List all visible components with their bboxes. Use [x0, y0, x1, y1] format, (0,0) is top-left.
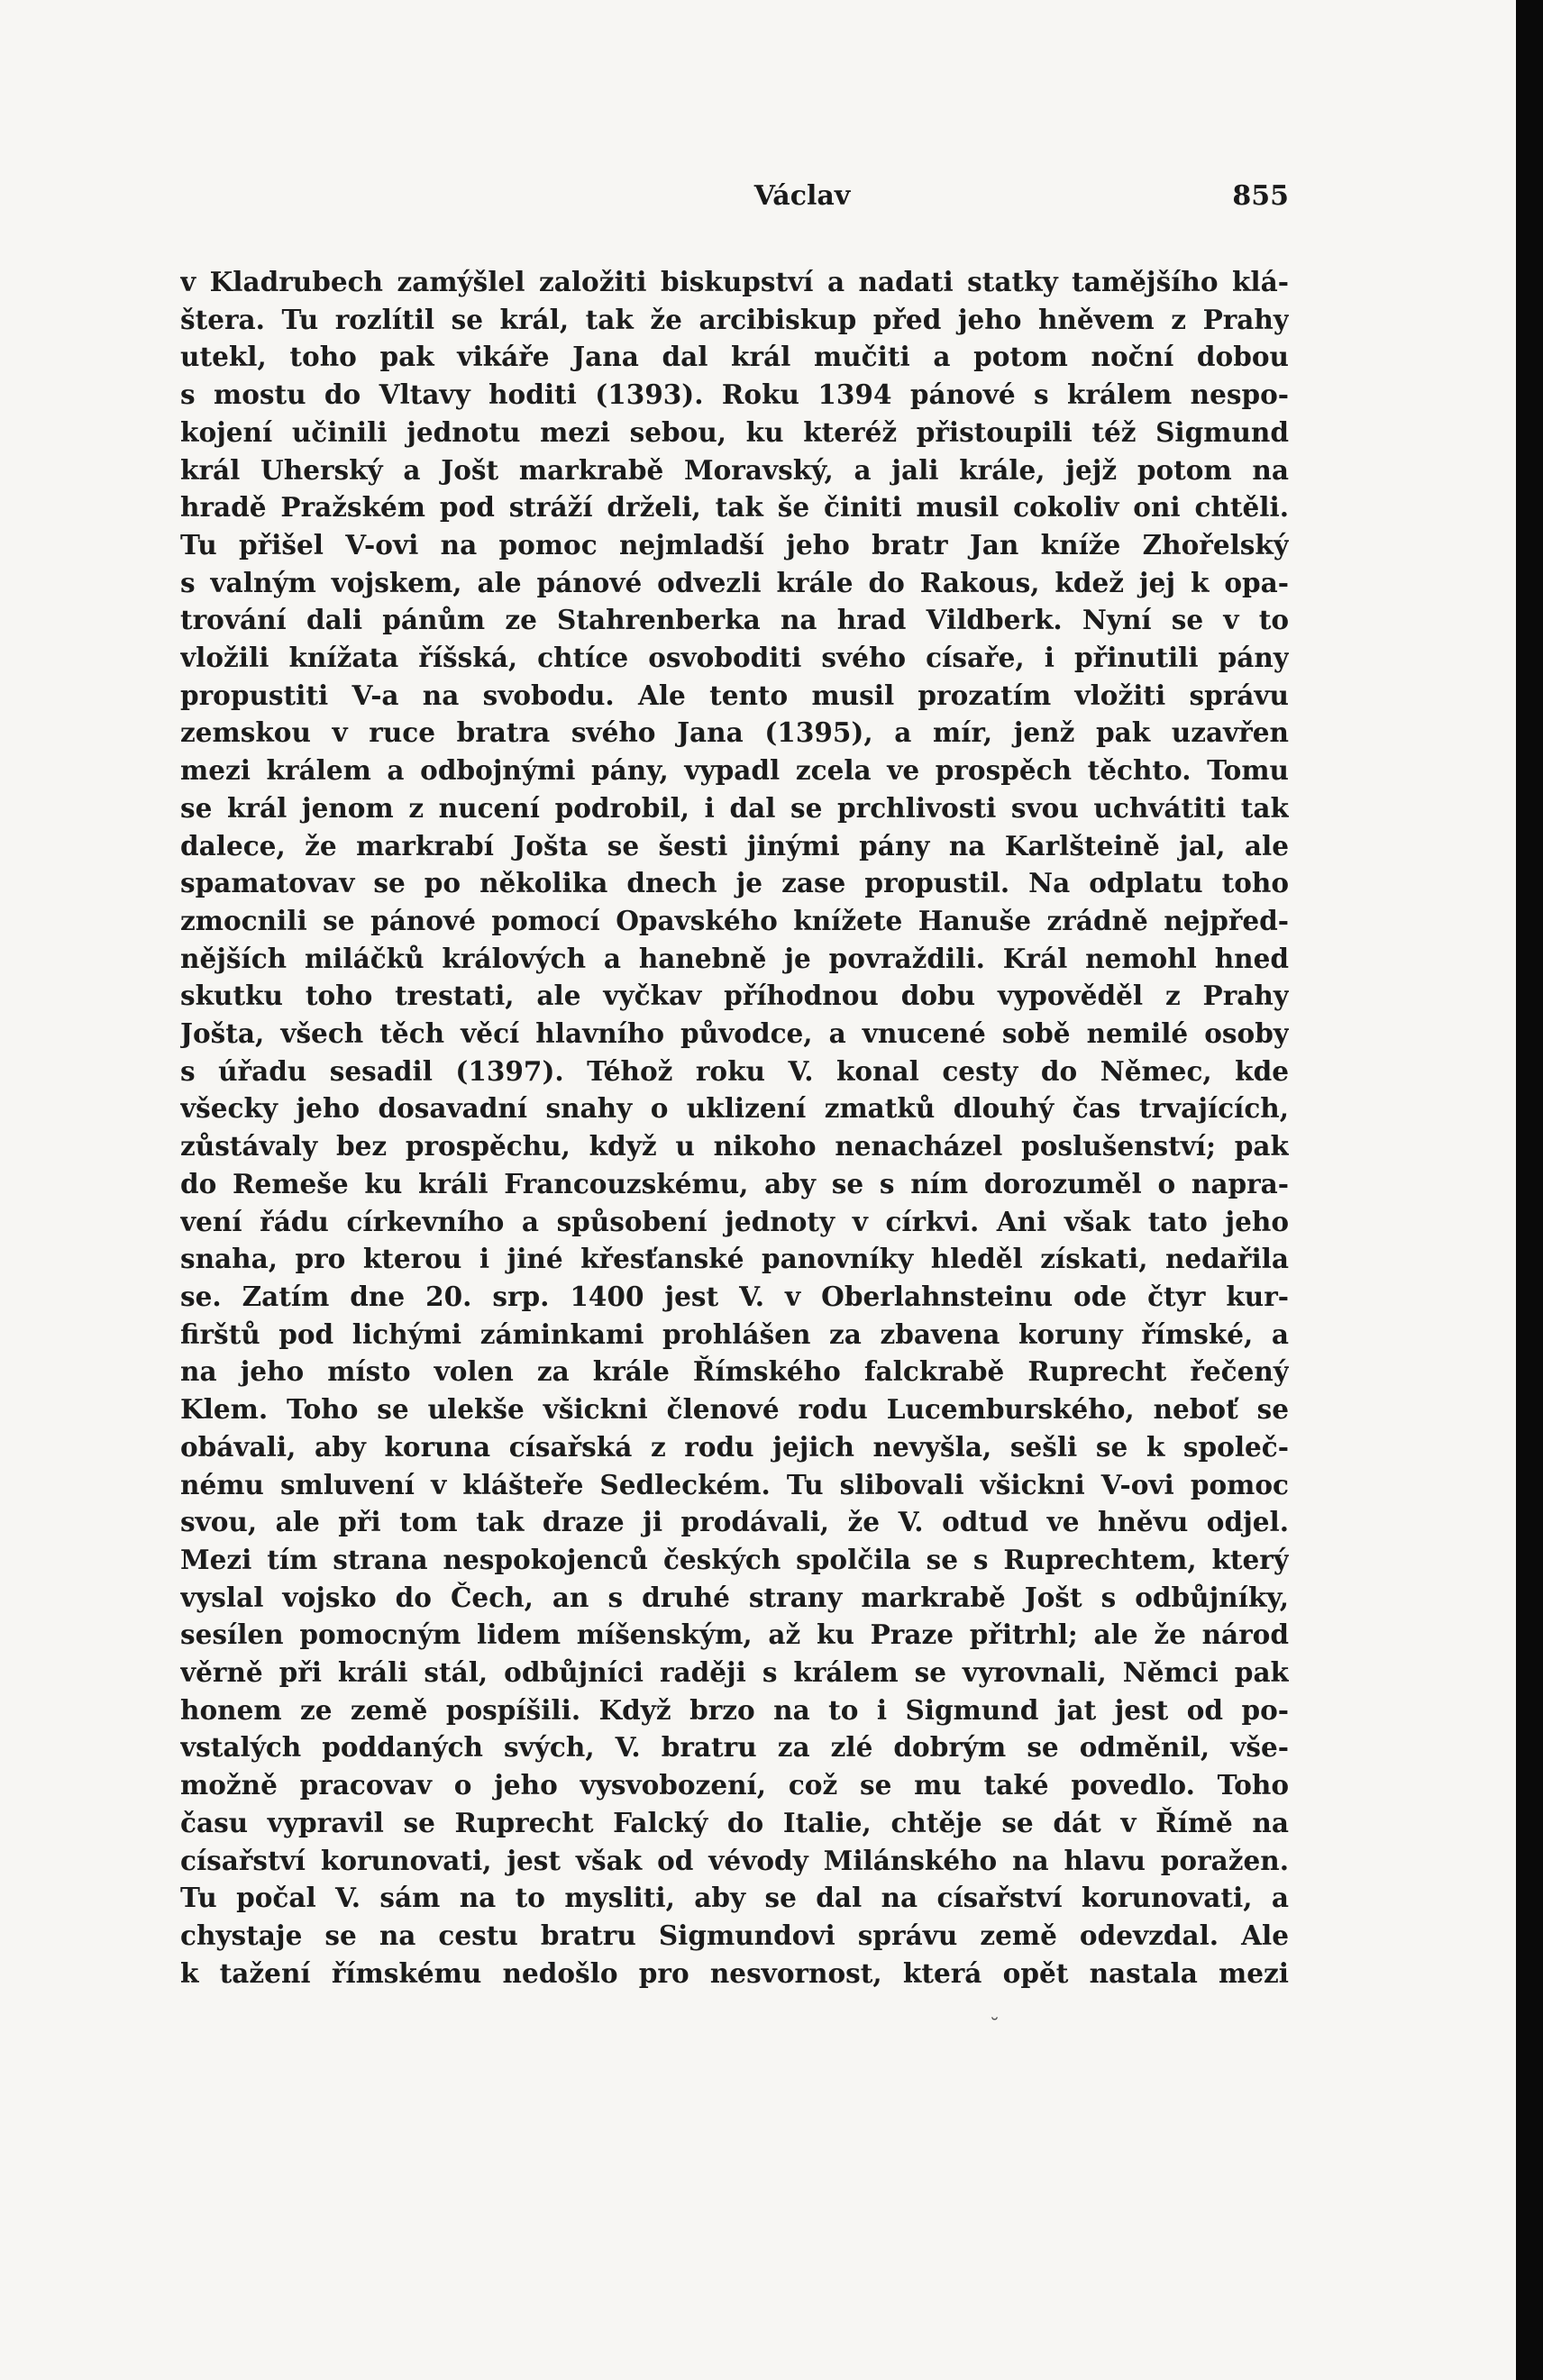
page-number: 855 [1232, 180, 1289, 212]
text-line: zmocnili se pánové pomocí Opavského knížete Hanuše zrádně nejpřed- [180, 904, 1289, 936]
text-line: na jeho místo volen za krále Římského falckrabě Ruprecht řečený [180, 1355, 1289, 1388]
text-line: Jošta, všech těch věcí hlavního původce, a vnucené sobě nemilé osoby [180, 1017, 1289, 1050]
text-line: snaha, pro kterou i jiné křesťanské panovníky hleděl získati, nedařila [180, 1243, 1289, 1275]
text-line: Klem. Toho se ulekše všickni členové rodu Lucemburského, neboť se [180, 1393, 1289, 1426]
body-text [180, 263, 1289, 1992]
text-line: Mezi tím strana nespokojenců českých spolčila se s Ruprechtem, který [180, 1543, 1289, 1575]
text-line: se král jenom z nucení podrobil, i dal se prchlivosti svou uchvátiti tak [180, 791, 1289, 824]
text-line: Tu přišel V-ovi na pomoc nejmladší jeho bratr Jan kníže Zhořelský [180, 528, 1289, 561]
text-line: zůstávaly bez prospěchu, když u nikoho nenacházel poslušenství; pak [180, 1130, 1289, 1163]
text-line: Tu počal V. sám na to mysliti, aby se dal na císařství korunovati, a [180, 1882, 1289, 1914]
text-line: nému smluvení v klášteře Sedleckém. Tu slibovali všickni V-ovi pomoc [180, 1468, 1289, 1500]
text-line: vstalých poddaných svých, V. bratru za zlé dobrým se odměnil, vše- [180, 1731, 1289, 1764]
text-line: král Uherský a Jošt markrabě Moravský, a jali krále, jejž potom na [180, 453, 1289, 486]
text-line: do Remeše ku králi Francouzskému, aby se s ním dorozuměl o napra- [180, 1167, 1289, 1199]
running-header [180, 180, 1289, 220]
text-line: v Kladrubech zamýšlel založiti biskupství a nadati statky tamějšího klá- [180, 266, 1289, 297]
text-line: spamatovav se po několika dnech je zase propustil. Na odplatu toho [180, 867, 1289, 899]
text-line: nějších miláčků králových a hanebně je povraždili. Král nemohl hned [180, 942, 1289, 974]
text-line: skutku toho trestati, ale vyčkav příhodnou dobu vypověděl z Prahy [180, 980, 1289, 1012]
text-line: firštů pod lichými záminkami prohlášen za zbavena koruny římské, a [180, 1318, 1289, 1350]
scan-artifact-mark: ˘ [990, 2016, 1000, 2038]
text-line: vyslal vojsko do Čech, an s druhé strany markrabě Jošt s odbůjníky, [180, 1581, 1289, 1613]
text-line: s úřadu sesadil (1397). Téhož roku V. konal cesty do Němec, kde [180, 1054, 1289, 1087]
scan-right-edge [1516, 0, 1543, 2380]
text-line: s mostu do Vltavy hoditi (1393). Roku 1394 pánové s králem nespo- [180, 378, 1289, 411]
text-line: k tažení římskému nedošlo pro nesvornost, která opět nastala mezi [180, 1956, 1289, 1989]
text-line: štera. Tu rozlítil se král, tak že arcibiskup před jeho hněvem z Prahy [180, 303, 1289, 335]
text-line: obávali, aby koruna císařská z rodu jejich nevyšla, sešli se k společ- [180, 1430, 1289, 1463]
text-line: sesílen pomocným lidem míšenským, až ku Praze přitrhl; ale že národ [180, 1619, 1289, 1651]
header-title: Václav [753, 180, 851, 212]
text-line: trování dali pánům ze Stahrenberka na hrad Vildberk. Nyní se v to [180, 604, 1289, 636]
text-line: kojení učinili jednotu mezi sebou, ku kteréž přistoupili též Sigmund [180, 415, 1289, 448]
text-line: utekl, toho pak vikáře Jana dal král mučiti a potom noční dobou [180, 341, 1289, 373]
text-line: vení řádu církevního a spůsobení jednoty v církvi. Ani však tato jeho [180, 1205, 1289, 1237]
text-line: s valným vojskem, ale pánové odvezli krále do Rakous, kdež jej k opa- [180, 566, 1289, 598]
text-line: se. Zatím dne 20. srp. 1400 jest V. v Oberlahnsteinu ode čtyr kur- [180, 1280, 1289, 1312]
text-line: věrně při králi stál, odbůjníci raději s králem se vyrovnali, Němci pak [180, 1656, 1289, 1689]
text-line: vložili knížata říšská, chtíce osvoboditi svého císaře, i přinutili pány [180, 642, 1289, 674]
text-line: mezi králem a odbojnými pány, vypadl zcela ve prospěch těchto. Tomu [180, 754, 1289, 787]
text-line: honem ze země pospíšili. Když brzo na to i Sigmund jat jest od po- [180, 1693, 1289, 1726]
text-line: zemskou v ruce bratra svého Jana (1395), a mír, jenž pak uzavřen [180, 716, 1289, 749]
text-line: všecky jeho dosavadní snahy o uklizení zmatků dlouhý čas trvajících, [180, 1092, 1289, 1125]
text-line: hradě Pražském pod stráží drželi, tak še činiti musil cokoliv oni chtěli. [180, 491, 1289, 524]
text-line: možně pracovav o jeho vysvobození, což se mu také povedlo. Toho [180, 1769, 1289, 1801]
text-line: času vypravil se Ruprecht Falcký do Italie, chtěje se dát v Římě na [180, 1806, 1289, 1838]
text-line: chystaje se na cestu bratru Sigmundovi správu země odevzdal. Ale [180, 1919, 1289, 1951]
text-line: svou, ale při tom tak draze ji prodávali, že V. odtud ve hněvu odjel. [180, 1506, 1289, 1538]
text-line: císařství korunovati, jest však od vévody Milánského na hlavu poražen. [180, 1844, 1289, 1876]
text-line: dalece, že markrabí Jošta se šesti jinými pány na Karlšteině jal, ale [180, 829, 1289, 862]
text-line: propustiti V-a na svobodu. Ale tento musil prozatím vložiti správu [180, 679, 1289, 711]
